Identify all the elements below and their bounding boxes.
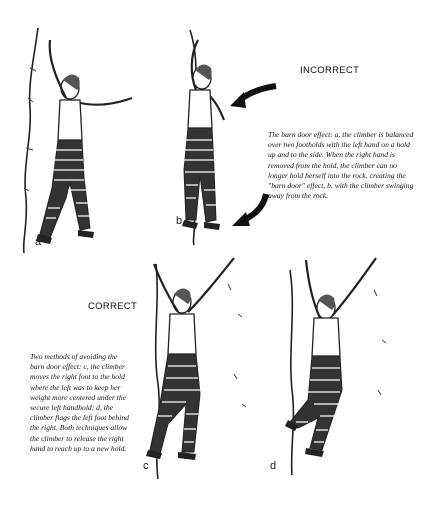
- figure-label-a: a: [35, 236, 42, 248]
- caption-text: The barn door effect: a, the climber is balanced over two footholds with the left hand on a hold up and to the side. When the right hand is removed from the hold, the climber can no longer hold herself into the rock, creating the "barn door" effect, b, with the climber swinging away from the rock.: [268, 130, 414, 201]
- figure-a-climber: [8, 28, 158, 253]
- caption-incorrect: [268, 130, 418, 201]
- heading-incorrect: INCORRECT: [300, 65, 360, 76]
- figure-d-climber: [262, 250, 407, 475]
- arrow-icon: [226, 82, 278, 112]
- caption-correct: [30, 352, 132, 454]
- caption-text: Two methods of avoiding the barn door effect: c, the climber moves the right foot to the hold where the left was to keep her weight more centered under the secure left handhold; d, the climber flags the left foot behind the right. Both techniques allow the climber to release the right hand to reach up to a new hold.: [30, 352, 129, 453]
- arrow-icon: [226, 192, 274, 230]
- heading-correct: CORRECT: [88, 301, 138, 312]
- figure-c-climber: [138, 254, 278, 479]
- figure-label-d: d: [270, 460, 277, 472]
- figure-label-c: c: [143, 460, 149, 472]
- figure-label-b: b: [176, 215, 183, 227]
